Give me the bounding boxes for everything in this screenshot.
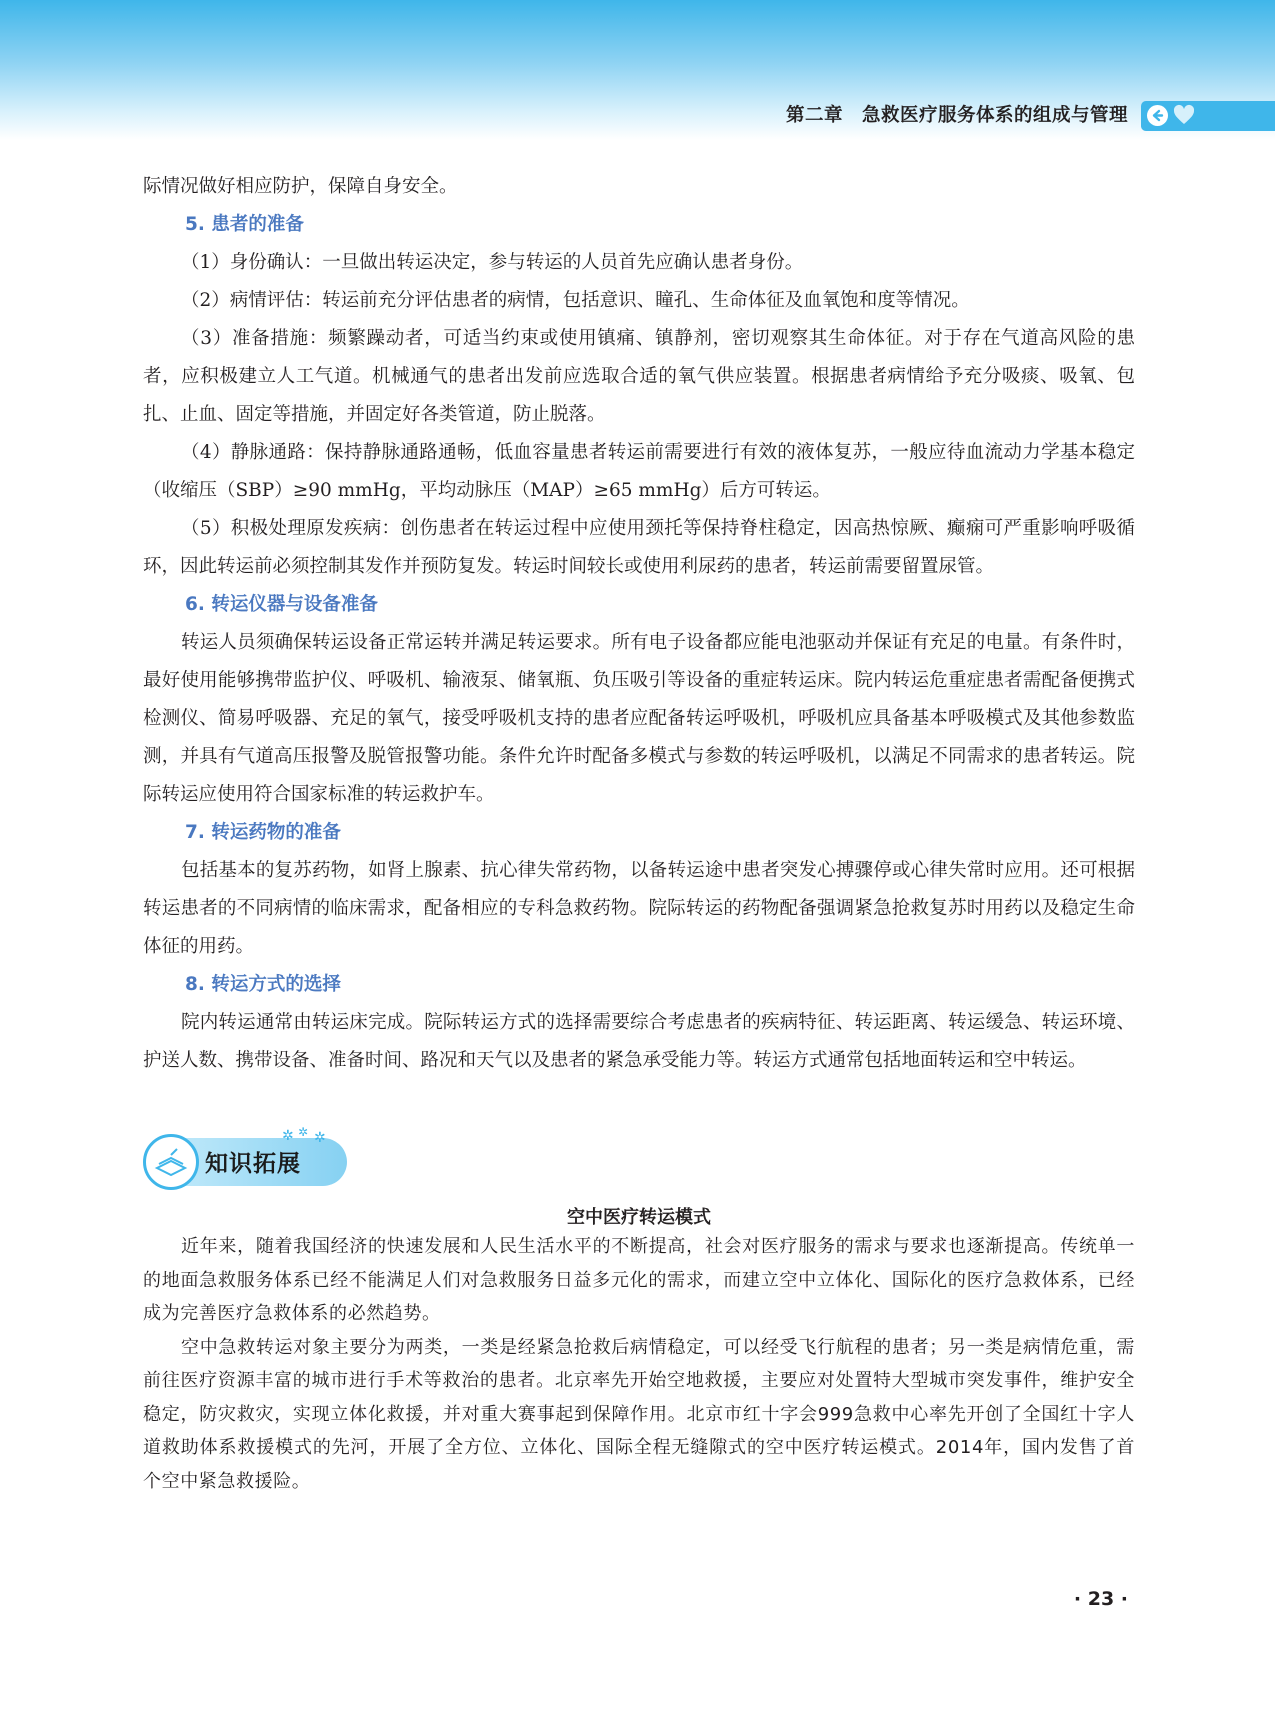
page-number: · 23 · bbox=[1073, 1588, 1128, 1610]
book-icon bbox=[143, 1134, 199, 1190]
chapter-title: 第二章 急救医疗服务体系的组成与管理 bbox=[785, 105, 1128, 126]
paragraph: 包括基本的复苏药物，如肾上腺素、抗心律失常药物，以备转运途中患者突发心搏骤停或心律失常时应用。还可根据转运患者的不同病情的临床需求，配备相应的专科急救药物。院际转运的药物配备强调紧急抢救复苏时用药以及稳定生命体征的用药。 bbox=[143, 860, 1135, 957]
sparkle-icon bbox=[280, 1124, 344, 1146]
knowledge-paragraph: 空中急救转运对象主要分为两类，一类是经紧急抢救后病情稳定，可以经受飞行航程的患者；另一类是病情危重，需前往医疗资源丰富的城市进行手术等救治的患者。北京率先开始空地救援，主要应对处置特大型城市突发事件，维护安全稳定，防灾救灾，实现立体化救援，并对重大赛事起到保障作用。北京市红十字会999急救中心率先开创了全国红十字人道救助体系救援模式的先河，开展了全方位、立体化、国际全程无缝隙式的空中医疗转运模式。2014年，国内发售了首个空中紧急救援险。 bbox=[143, 1336, 1135, 1492]
circle-arrow-icon bbox=[1147, 105, 1168, 126]
knowledge-title: 空中医疗转运模式 bbox=[567, 1207, 711, 1228]
paragraph: 际情况做好相应防护，保障自身安全。 bbox=[143, 176, 458, 197]
paragraph: （5）积极处理原发疾病：创伤患者在转运过程中应使用颈托等保持脊柱稳定，因高热惊厥、癫痫可严重影响呼吸循环，因此转运前必须控制其发作并预防复发。转运时间较长或使用利尿药的患者，转运前需要留置尿管。 bbox=[143, 518, 1135, 577]
knowledge-box bbox=[143, 1230, 1135, 1498]
badge-label: 知识拓展 bbox=[205, 1151, 301, 1177]
section-heading-8: 8. 转运方式的选择 bbox=[185, 974, 341, 995]
paragraph: （3）准备措施：频繁躁动者，可适当约束或使用镇痛、镇静剂，密切观察其生命体征。对于存在气道高风险的患者，应积极建立人工气道。机械通气的患者出发前应选取合适的氧气供应装置。根据患者病情给予充分吸痰、吸氧、包扎、止血、固定等措施，并固定好各类管道，防止脱落。 bbox=[143, 328, 1135, 425]
section-heading-7: 7. 转运药物的准备 bbox=[185, 822, 341, 843]
main-content bbox=[143, 168, 1135, 1080]
knowledge-paragraph: 近年来，随着我国经济的快速发展和人民生活水平的不断提高，社会对医疗服务的需求与要求也逐渐提高。传统单一的地面急救服务体系已经不能满足人们对急救服务日益多元化的需求，而建立空中立体化、国际化的医疗急救体系，已经成为完善医疗急救体系的必然趋势。 bbox=[143, 1236, 1135, 1324]
paragraph: （1）身份确认：一旦做出转运决定，参与转运的人员首先应确认患者身份。 bbox=[181, 252, 804, 273]
paragraph: （4）静脉通路：保持静脉通路通畅，低血容量患者转运前需要进行有效的液体复苏，一般应待血流动力学基本稳定（收缩压（SBP）≥90 mmHg，平均动脉压（MAP）≥65 mmHg）后方可转运。 bbox=[143, 442, 1135, 501]
heart-icon bbox=[1172, 103, 1196, 127]
paragraph: 转运人员须确保转运设备正常运转并满足转运要求。所有电子设备都应能电池驱动并保证有充足的电量。有条件时，最好使用能够携带监护仪、呼吸机、输液泵、储氧瓶、负压吸引等设备的重症转运床。院内转运危重症患者需配备便携式检测仪、简易呼吸器、充足的氧气，接受呼吸机支持的患者应配备转运呼吸机，呼吸机应具备基本呼吸模式及其他参数监测，并具有气道高压报警及脱管报警功能。条件允许时配备多模式与参数的转运呼吸机，以满足不同需求的患者转运。院际转运应使用符合国家标准的转运救护车。 bbox=[143, 632, 1135, 805]
section-heading-5: 5. 患者的准备 bbox=[185, 214, 304, 235]
svg-text:✲: ✲ bbox=[298, 1125, 309, 1139]
paragraph: （2）病情评估：转运前充分评估患者的病情，包括意识、瞳孔、生命体征及血氧饱和度等情况。 bbox=[181, 290, 970, 311]
svg-text:✲: ✲ bbox=[314, 1130, 326, 1146]
svg-text:✲: ✲ bbox=[282, 1128, 294, 1144]
section-heading-6: 6. 转运仪器与设备准备 bbox=[185, 594, 378, 615]
paragraph: 院内转运通常由转运床完成。院际转运方式的选择需要综合考虑患者的疾病特征、转运距离、转运缓急、转运环境、护送人数、携带设备、准备时间、路况和天气以及患者的紧急承受能力等。转运方式通常包括地面转运和空中转运。 bbox=[143, 1012, 1135, 1071]
